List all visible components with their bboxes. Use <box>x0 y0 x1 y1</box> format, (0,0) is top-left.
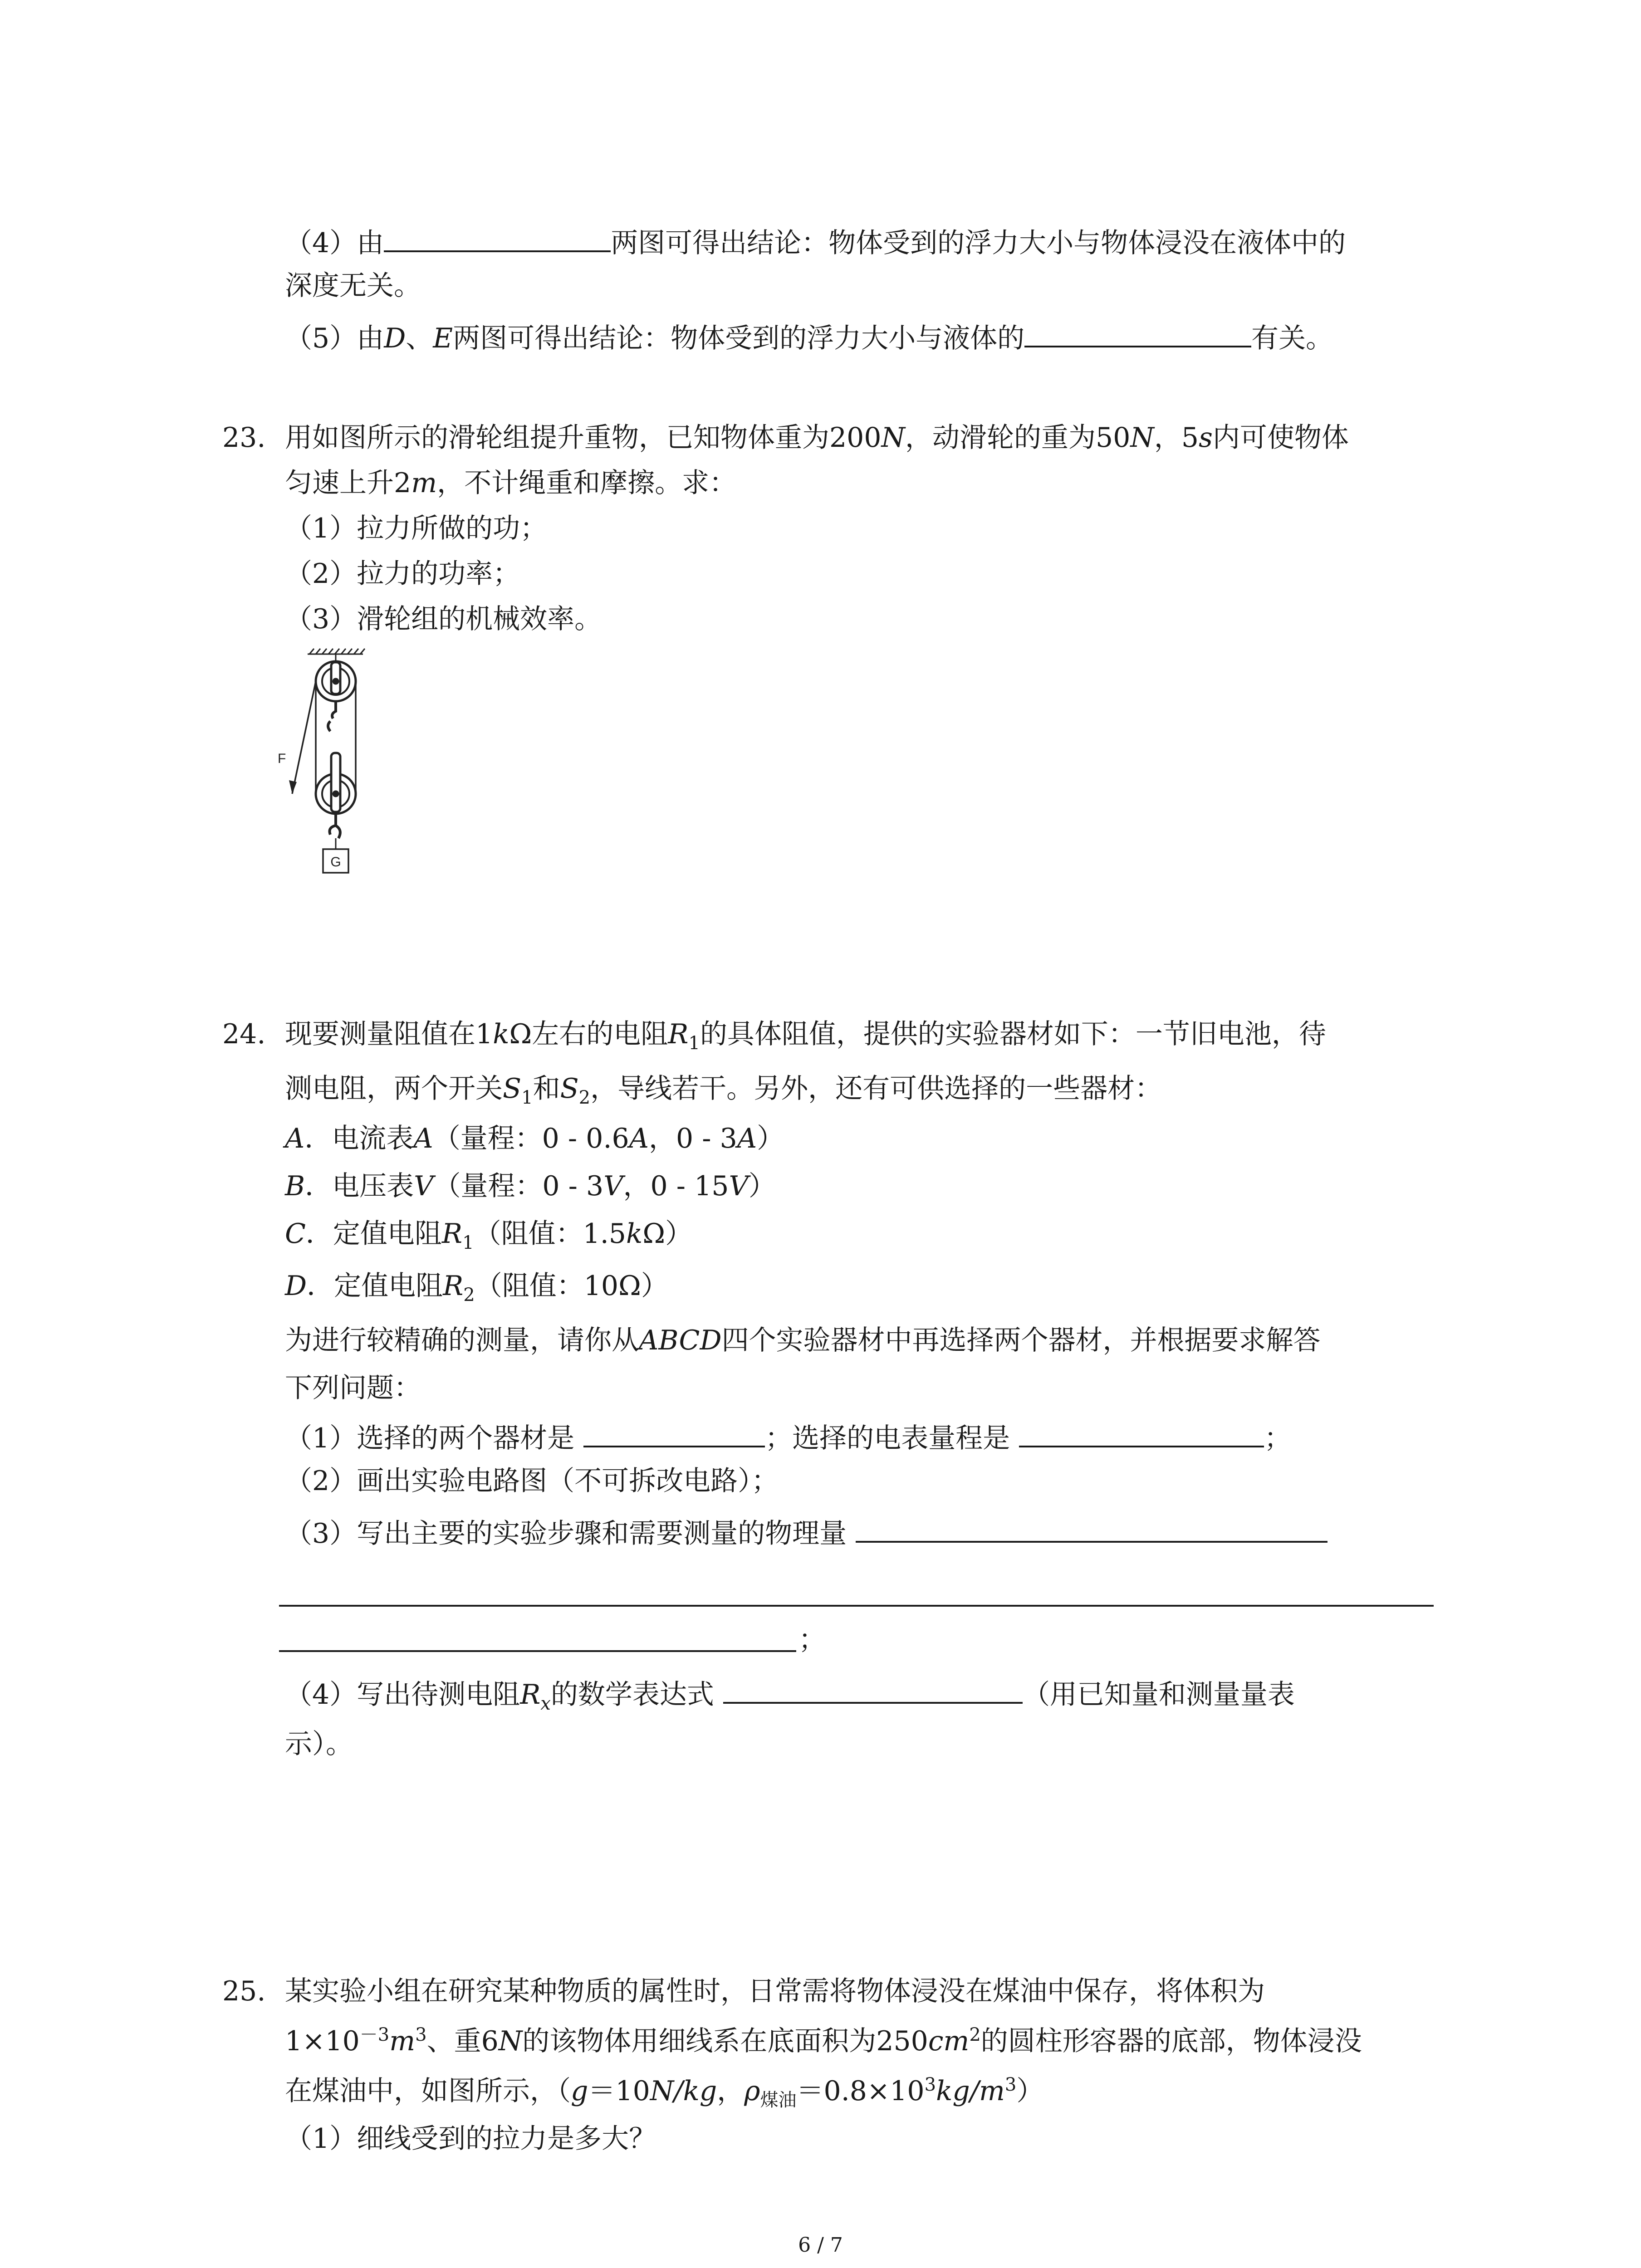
upper-hook <box>332 701 336 719</box>
q23-sub1: （1）拉力所做的功； <box>285 513 548 544</box>
q22-item4-cont: 深度无关。 <box>285 270 421 302</box>
q22-item4-answer-blank[interactable] <box>384 222 611 252</box>
q23-sub2: （2）拉力的功率； <box>285 558 520 590</box>
movable-pulley <box>316 721 356 814</box>
q24-stem-line2: 测电阻，两个开关$S_1$和$S_2$，导线若干。另外，还有可供选择的一些器材： <box>285 1073 1162 1108</box>
weight-label: G <box>330 855 341 870</box>
fixed-pulley <box>316 661 356 701</box>
force-arrow-head <box>289 780 297 794</box>
q24-sub1-equipment-blank[interactable] <box>583 1418 765 1447</box>
page-number: 6 / 7 <box>798 2234 843 2257</box>
pulley-system-figure <box>272 644 390 889</box>
q24-sub4-cont: 示）。 <box>285 1728 353 1760</box>
q24-sub3-answer-line3[interactable] <box>279 1650 796 1652</box>
q24-sub4: （4）写出待测电阻$R_x$的数学表达式 （用已知量和测量量表 <box>285 1674 1295 1713</box>
q23-sub3: （3）滑轮组的机械效率。 <box>285 603 602 635</box>
lower-hook <box>330 813 340 838</box>
q24-option-d: D．定值电阻$R_2$（阻值：10Ω） <box>285 1270 668 1305</box>
q23-stem-line2: 匀速上升2m，不计绳重和摩擦。求： <box>285 467 737 499</box>
q25-number: 25. <box>222 1975 266 2007</box>
q22-item5: （5）由D、E两图可得出结论：物体受到的浮力大小与液体的 有关。 <box>285 318 1333 357</box>
q25-stem-line3: 在煤油中，如图所示，（g＝10N/kg，$\rho_{煤油}=0.8\times 10^3kg/m^3$） <box>285 2074 1044 2111</box>
q24-option-c: C．定值电阻$R_1$（阻值：1.5kΩ） <box>285 1218 693 1253</box>
q25-sub1: （1）细线受到的拉力是多大？ <box>285 2123 656 2155</box>
q24-sub2: （2）画出实验电路图（不可拆改电路）； <box>285 1465 779 1497</box>
q24-sub3-answer-line2[interactable] <box>279 1605 1434 1607</box>
ceiling-support <box>308 649 365 662</box>
q23-number: 23. <box>222 422 266 454</box>
q24-instruction-line2: 下列问题： <box>285 1372 421 1404</box>
q22-item4: （4）由 两图可得出结论：物体受到的浮力大小与物体浸没在液体中的 <box>285 222 1346 261</box>
q24-sub1: （1）选择的两个器材是 ；选择的电表量程是 ； <box>285 1418 1291 1457</box>
q24-sub1-range-blank[interactable] <box>1019 1418 1264 1447</box>
q24-sub3: （3）写出主要的实验步骤和需要测量的物理量 <box>285 1513 1327 1552</box>
q24-instruction-line1: 为进行较精确的测量，请你从ABCD四个实验器材中再选择两个器材，并根据要求解答 <box>285 1325 1321 1356</box>
q24-option-b: B．电压表V（量程：0 - 3V，0 - 15V） <box>285 1170 776 1202</box>
q24-stem-line1: 现要测量阻值在1kΩ左右的电阻$R_1$的具体阻值，提供的实验器材如下：一节旧电池，待 <box>285 1018 1326 1054</box>
q24-sub3-end: ； <box>798 1624 826 1656</box>
force-label: F <box>278 751 286 766</box>
q25-stem-line2: $1\times 10^{-3}m^3$、重6N的该物体用细线系在底面积为$250cm^2$的圆柱形容器的底部，物体浸没 <box>285 2024 1362 2057</box>
q22-item5-answer-blank[interactable] <box>1024 318 1251 347</box>
q23-stem-line1: 用如图所示的滑轮组提升重物，已知物体重为200N，动滑轮的重为50N，5s内可使物体 <box>285 422 1349 454</box>
q24-option-a: A．电流表A（量程：0 - 0.6A，0 - 3A） <box>285 1123 784 1154</box>
q25-stem-line1: 某实验小组在研究某种物质的属性时，日常需将物体浸没在煤油中保存，将体积为 <box>285 1975 1265 2007</box>
q24-number: 24. <box>222 1018 266 1050</box>
q24-sub4-expression-blank[interactable] <box>723 1674 1023 1704</box>
q24-sub3-steps-blank[interactable] <box>856 1513 1327 1543</box>
